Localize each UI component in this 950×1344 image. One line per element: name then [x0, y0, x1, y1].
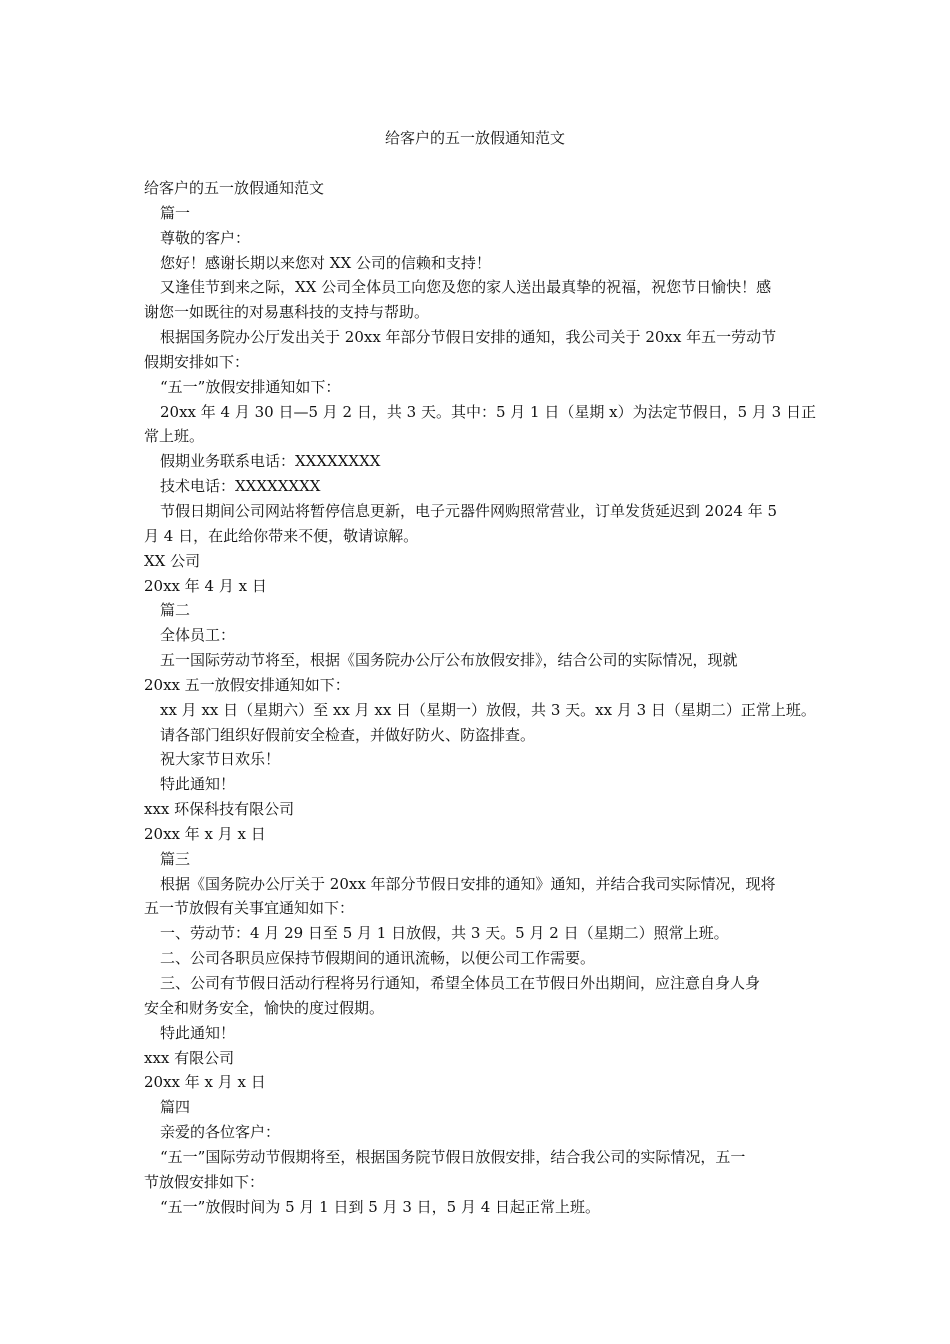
text-line: 请各部门组织好假前安全检查，并做好防火、防盗排查。: [160, 725, 536, 744]
text-line: 节放假安排如下：: [144, 1172, 265, 1191]
text-line: 安全和财务安全，愉快的度过假期。: [144, 998, 385, 1017]
text-line: 亲爱的各位客户：: [160, 1123, 281, 1142]
document-title: 给客户的五一放假通知范文: [384, 129, 565, 147]
text-line: 根据《国务院办公厅关于 20xx 年部分节假日安排的通知》通知，并结合我司实际情况，现将: [160, 874, 776, 893]
text-line: 全体员工：: [160, 626, 236, 645]
text-line: xx 月 xx 日（星期六）至 xx 月 xx 日（星期一）放假，共 3 天。xx 月 3 日（星期二）正常上班。: [160, 700, 816, 719]
text-line: 五一节放假有关事宜通知如下：: [144, 899, 355, 918]
text-line: 20xx 五一放假安排通知如下：: [144, 675, 350, 694]
text-line: 篇二: [160, 601, 191, 620]
text-line: 20xx 年 4 月 x 日: [144, 576, 267, 595]
text-line: 尊敬的客户：: [160, 228, 251, 247]
text-line: 篇一: [160, 203, 191, 222]
text-line: 三、公司有节假日活动行程将另行通知，希望全体员工在节假日外出期间，应注意自身人身: [160, 974, 761, 992]
text-line: “五一”国际劳动节假期将至，根据国务院节假日放假安排，结合我公司的实际情况，五一: [160, 1147, 746, 1166]
text-line: 假期安排如下：: [144, 352, 250, 371]
text-line: 常上班。: [144, 427, 205, 446]
text-line: “五一”放假安排通知如下：: [160, 377, 341, 396]
text-line: 特此通知！: [160, 1023, 236, 1042]
text-line: XX 公司: [144, 551, 201, 570]
text-line: 谢您一如既往的对易惠科技的支持与帮助。: [144, 303, 430, 322]
text-line: 五一国际劳动节将至，根据《国务院办公厅公布放假安排》，结合公司的实际情况，现就: [160, 651, 738, 670]
text-line: 20xx 年 4 月 30 日—5 月 2 日，共 3 天。其中：5 月 1 日（星期 x）为法定节假日，5 月 3 日正: [160, 402, 816, 421]
text-line: 20xx 年 x 月 x 日: [144, 824, 266, 843]
text-line: 一、劳动节：4 月 29 日至 5 月 1 日放假，共 3 天。5 月 2 日（星期二）照常上班。: [160, 924, 729, 943]
document-body: [144, 176, 820, 1219]
text-line: 给客户的五一放假通知范文: [144, 179, 325, 197]
text-line: 您好！感谢长期以来您对 XX 公司的信赖和支持！: [160, 253, 491, 272]
text-line: 根据国务院办公厅发出关于 20xx 年部分节假日安排的通知，我公司关于 20xx 年五一劳动节: [160, 328, 777, 347]
text-line: 又逢佳节到来之际，XX 公司全体员工向您及您的家人送出最真挚的祝福，祝您节日愉快！感: [160, 278, 772, 297]
text-line: 技术电话：XXXXXXXX: [160, 477, 321, 496]
text-line: 篇四: [160, 1098, 191, 1117]
text-line: 特此通知！: [160, 775, 236, 794]
text-line: 节假日期间公司网站将暂停信息更新，电子元器件网购照常营业，订单发货延迟到 2024 年 5: [160, 501, 778, 520]
text-line: 月 4 日，在此给你带来不便，敬请谅解。: [144, 526, 419, 545]
text-line: 假期业务联系电话：XXXXXXXX: [160, 452, 381, 471]
text-line: 篇三: [160, 849, 191, 868]
text-line: 二、公司各职员应保持节假期间的通讯流畅，以便公司工作需要。: [160, 949, 596, 968]
text-line: “五一”放假时间为 5 月 1 日到 5 月 3 日，5 月 4 日起正常上班。: [160, 1197, 601, 1216]
text-line: xxx 环保科技有限公司: [144, 800, 295, 819]
text-line: 20xx 年 x 月 x 日: [144, 1073, 266, 1092]
text-line: xxx 有限公司: [144, 1048, 235, 1067]
text-line: 祝大家节日欢乐！: [160, 750, 281, 769]
